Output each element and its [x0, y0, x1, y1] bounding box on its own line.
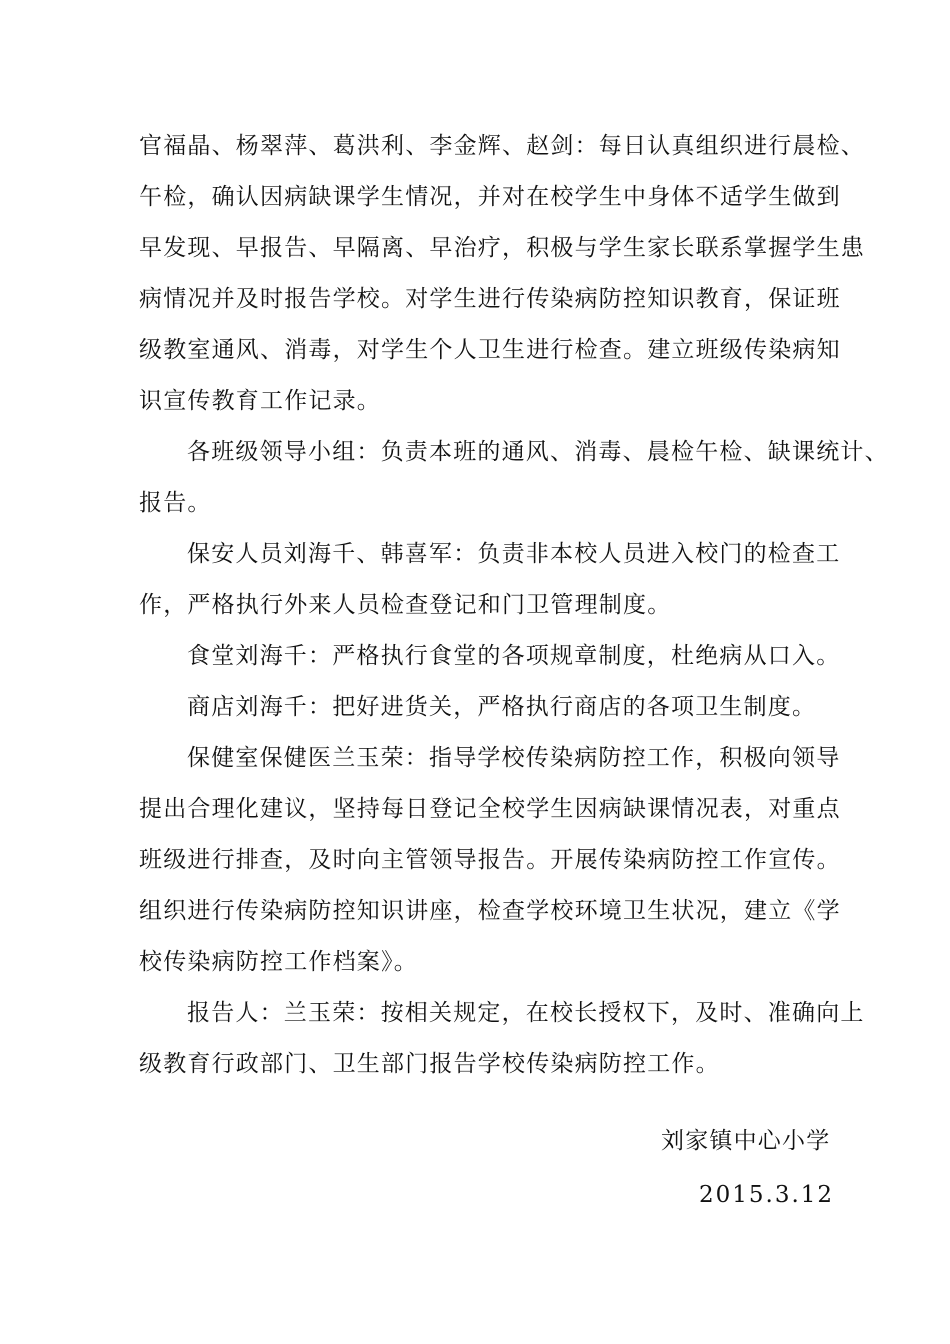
- body-line: 作，严格执行外来人员检查登记和门卫管理制度。: [139, 592, 672, 618]
- body-line: 午检，确认因病缺课学生情况，并对在校学生中身体不适学生做到: [139, 184, 841, 210]
- signature-date: 2015.3.12: [699, 1182, 835, 1208]
- body-line: 组织进行传染病防控知识讲座，检查学校环境卫生状况，建立《学: [139, 898, 841, 924]
- body-line: 校传染病防控工作档案》。: [139, 949, 418, 975]
- body-line: 级教育行政部门、卫生部门报告学校传染病防控工作。: [139, 1051, 720, 1077]
- body-line: 早发现、早报告、早隔离、早治疗，积极与学生家长联系掌握学生患: [139, 235, 865, 261]
- body-line: 识宣传教育工作记录。: [139, 388, 381, 414]
- body-line: 各班级领导小组：负责本班的通风、消毒、晨检午检、缺课统计、: [187, 439, 889, 465]
- body-line: 保健室保健医兰玉荣：指导学校传染病防控工作，积极向领导: [187, 745, 841, 771]
- body-line: 食堂刘海千：严格执行食堂的各项规章制度，杜绝病从口入。: [187, 643, 841, 669]
- body-line: 保安人员刘海千、韩喜军：负责非本校人员进入校门的检查工: [187, 541, 841, 567]
- body-line: 提出合理化建议，坚持每日登记全校学生因病缺课情况表，对重点: [139, 796, 841, 822]
- body-line: 级教室通风、消毒，对学生个人卫生进行检查。建立班级传染病知: [139, 337, 841, 363]
- body-line: 报告人：兰玉荣：按相关规定，在校长授权下，及时、准确向上: [187, 1000, 865, 1026]
- body-line: 官福晶、杨翠萍、葛洪利、李金辉、赵剑：每日认真组织进行晨检、: [139, 133, 865, 159]
- signature-organization: 刘家镇中心小学: [661, 1128, 831, 1154]
- body-line: 病情况并及时报告学校。对学生进行传染病防控知识教育，保证班: [139, 286, 841, 312]
- body-line: 报告。: [139, 490, 212, 516]
- body-line: 班级进行排查，及时向主管领导报告。开展传染病防控工作宣传。: [139, 847, 841, 873]
- body-line: 商店刘海千：把好进货关，严格执行商店的各项卫生制度。: [187, 694, 817, 720]
